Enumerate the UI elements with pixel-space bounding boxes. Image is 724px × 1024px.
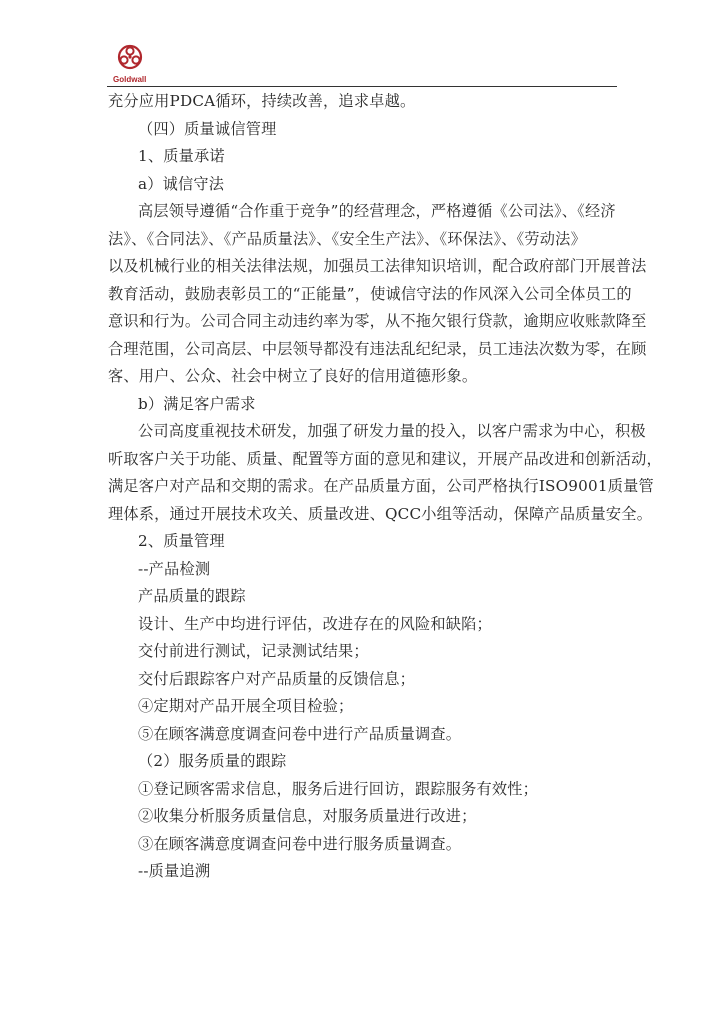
document-body: [108, 88, 662, 886]
text-line: 以及机械行业的相关法律法规，加强员工法律知识培训，配合政府部门开展普法: [108, 257, 647, 275]
text-line: ②收集分析服务质量信息，对服务质量进行改进；: [138, 807, 477, 825]
text-line: --质量追溯: [138, 862, 211, 880]
logo-text: Goldwall: [113, 75, 147, 84]
text-line: 客、用户、公众、社会中树立了良好的信用道德形象。: [108, 367, 478, 385]
header-divider: [107, 86, 617, 87]
text-line: 1、质量承诺: [138, 147, 225, 165]
text-line: 产品质量的跟踪: [138, 587, 246, 605]
text-line: --产品检测: [138, 559, 211, 578]
text-line: 法》、《合同法》、《产品质量法》、《安全生产法》、《环保法》、《劳动法》: [108, 229, 586, 248]
text-line: 交付后跟踪客户对产品质量的反馈信息；: [138, 669, 415, 688]
text-line: 设计、生产中均进行评估，改进存在的风险和缺陷；: [138, 614, 492, 633]
text-line: ⑤在顾客满意度调查问卷中进行产品质量调查。: [138, 724, 462, 743]
text-line: 交付前进行测试，记录测试结果；: [138, 642, 369, 660]
text-line: 公司高度重视技术研发，加强了研发力量的投入，以客户需求为中心，积极: [138, 422, 646, 440]
text-line: （四）质量诚信管理: [138, 119, 277, 138]
text-line: 理体系，通过开展技术攻关、质量改进、QCC小组等活动，保障产品质量安全。: [108, 504, 653, 523]
text-line: 充分应用PDCA循环，持续改善，追求卓越。: [108, 92, 416, 110]
text-line: （2）服务质量的跟踪: [138, 752, 287, 770]
text-line: 合理范围，公司高层、中层领导都没有违法乱纪纪录，员工违法次数为零，在顾: [108, 339, 647, 358]
text-line: 意识和行为。公司合同主动违约率为零，从不拖欠银行贷款，逾期应收账款降至: [108, 312, 647, 330]
text-line: ③在顾客满意度调查问卷中进行服务质量调查。: [138, 834, 462, 853]
text-line: 教育活动，鼓励表彰员工的“正能量”，使诚信守法的作风深入公司全体员工的: [108, 284, 632, 303]
text-line: 满足客户对产品和交期的需求。在产品质量方面，公司严格执行ISO9001质量管: [108, 477, 654, 495]
page-header: [0, 0, 724, 88]
text-line: 听取客户关于功能、质量、配置等方面的意见和建议，开展产品改进和创新活动，: [108, 449, 662, 468]
text-line: ①登记顾客需求信息，服务后进行回访，跟踪服务有效性；: [138, 779, 539, 798]
text-line: a）诚信守法: [138, 174, 225, 193]
text-line: ④定期对产品开展全项目检验；: [138, 697, 354, 715]
text-line: 高层领导遵循“合作重于竞争”的经营理念，严格遵循《公司法》、《经济: [138, 202, 616, 220]
text-line: b）满足客户需求: [138, 394, 256, 413]
text-line: 2、质量管理: [138, 532, 225, 550]
